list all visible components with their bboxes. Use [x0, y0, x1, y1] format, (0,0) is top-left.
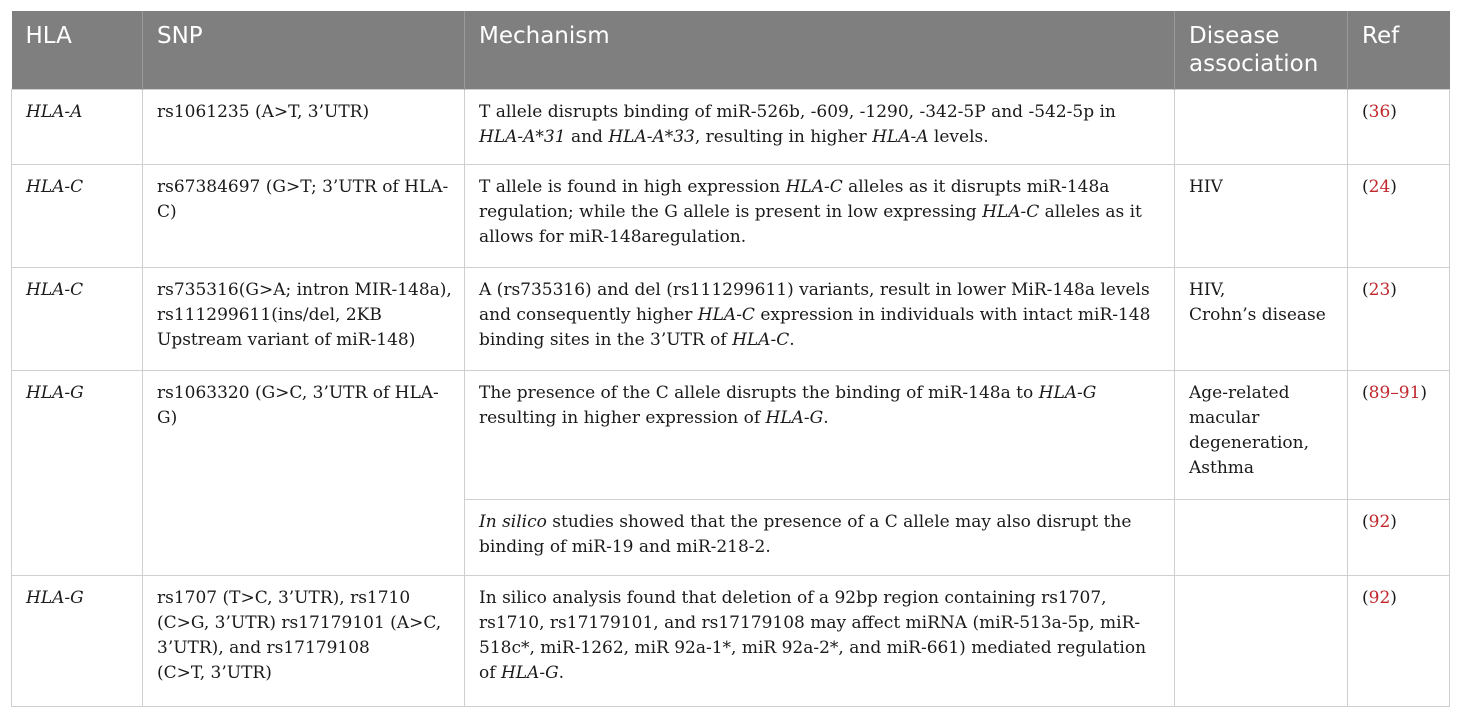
- snp-cell: rs1063320 (G>C, 3’UTR of HLA-G): [143, 371, 465, 576]
- gene-name: HLA-G: [500, 663, 559, 683]
- ref-link[interactable]: 92: [1368, 512, 1391, 532]
- hla-cell: HLA-C: [12, 268, 143, 371]
- ref-paren: (: [1362, 588, 1369, 608]
- ref-paren: ): [1390, 280, 1397, 300]
- disease-cell: Age-related macular degeneration, Asthma: [1175, 371, 1348, 500]
- gene-name: HLA-C: [732, 330, 790, 350]
- snp-text: rs735316(G>A; intron MIR-148a),: [157, 280, 452, 300]
- header-row: [12, 11, 1450, 90]
- hla-cell: HLA-G: [12, 371, 143, 576]
- table-row: [12, 165, 1450, 268]
- disease-cell: HIV: [1175, 165, 1348, 268]
- snp-text: rs111299611(ins/del, 2KB Upstream variant of miR-148): [157, 305, 416, 350]
- hla-cell: HLA-G: [12, 576, 143, 707]
- mechanism-text: alleles as it disrupts miR-148a regulation; while the G allele is present in low expressing: [479, 177, 1110, 222]
- table-header: [12, 11, 1450, 90]
- gene-name: HLA-A: [872, 127, 929, 147]
- disease-text: HIV,: [1189, 280, 1226, 300]
- ref-paren: (: [1362, 383, 1369, 403]
- ref-link[interactable]: 24: [1368, 177, 1391, 197]
- snp-cell: rs67384697 (G>T; 3’UTR of HLA-C): [143, 165, 465, 268]
- mechanism-text: expression in individuals with intact miR-148 binding sites in the 3’UTR of: [479, 305, 1151, 350]
- ref-link[interactable]: 36: [1368, 102, 1391, 122]
- snp-text: rs1707 (T>C, 3’UTR), rs1710 (C>G, 3’UTR) rs17179101 (A>C, 3’UTR), and rs17179108: [157, 588, 442, 658]
- hla-cell: HLA-C: [12, 165, 143, 268]
- ref-paren: (: [1362, 280, 1369, 300]
- ref-cell: [1348, 90, 1450, 165]
- ref-cell: [1348, 500, 1450, 576]
- ref-cell: [1348, 371, 1450, 500]
- gene-name: HLA-G: [765, 408, 824, 428]
- ref-cell: [1348, 576, 1450, 707]
- header-snp: SNP: [143, 11, 465, 90]
- mechanism-text: studies showed that the presence of a C allele may also disrupt the binding of miR-19 and miR-218-2.: [479, 512, 1132, 557]
- gene-name: HLA-C: [785, 177, 843, 197]
- header-mechanism: Mechanism: [465, 11, 1175, 90]
- ref-cell: [1348, 165, 1450, 268]
- table-row: [12, 371, 1450, 500]
- mechanism-text: and: [565, 127, 609, 147]
- ref-link[interactable]: 92: [1368, 588, 1391, 608]
- table-row: [12, 576, 1450, 707]
- mechanism-text: In silico analysis found that deletion of a 92bp region containing rs1707, rs1710, rs17179101, and rs17179108 may affect miRNA (miR-513a-5p, miR-518c*, miR-1262, miR 92a-1*, miR 92a-2*, and miR-661) mediated regulation of: [479, 588, 1147, 683]
- disease-cell: [1175, 90, 1348, 165]
- gene-name: HLA-A*31: [479, 127, 566, 147]
- mechanism-text: .: [823, 408, 829, 428]
- header-disease-line1: Disease: [1189, 23, 1280, 49]
- table-row: [12, 268, 1450, 371]
- mechanism-cell: [465, 371, 1175, 500]
- mechanism-text: .: [558, 663, 565, 683]
- ref-paren: (: [1362, 177, 1369, 197]
- snp-cell: rs1061235 (A>T, 3’UTR): [143, 90, 465, 165]
- mechanism-text: The presence of the C allele disrupts the binding of miR-148a to: [479, 383, 1039, 403]
- ref-paren: ): [1390, 512, 1397, 532]
- snp-cell: [143, 268, 465, 371]
- mechanism-cell: [465, 90, 1175, 165]
- hla-snp-table: [11, 11, 1450, 707]
- ref-paren: ): [1420, 383, 1428, 403]
- ref-paren: ): [1390, 588, 1397, 608]
- mechanism-cell: [465, 165, 1175, 268]
- table-row: [12, 90, 1450, 165]
- ref-cell: [1348, 268, 1450, 371]
- disease-cell: [1175, 576, 1348, 707]
- table-body: [12, 90, 1450, 707]
- ref-paren: (: [1362, 102, 1369, 122]
- header-ref: Ref: [1348, 11, 1450, 90]
- gene-name: HLA-A*33: [608, 127, 695, 147]
- disease-cell: [1175, 268, 1348, 371]
- header-hla: HLA: [12, 11, 143, 90]
- mechanism-cell: [465, 500, 1175, 576]
- mechanism-text: alleles as it allows for miR-148aregulation.: [479, 202, 1142, 247]
- mechanism-text: T allele is found in high expression: [479, 177, 786, 197]
- mechanism-text: resulting in higher expression of: [479, 408, 766, 428]
- snp-cell: [143, 576, 465, 707]
- snp-text: (C>T, 3’UTR): [157, 663, 272, 683]
- gene-name: HLA-C: [697, 305, 755, 325]
- gene-name: HLA-G: [1038, 383, 1097, 403]
- header-disease-line2: association: [1189, 51, 1319, 77]
- mechanism-text: .: [789, 330, 795, 350]
- ref-link[interactable]: 89–91: [1368, 383, 1421, 403]
- mechanism-text: , resulting in higher: [694, 127, 873, 147]
- disease-text: Crohn’s disease: [1189, 305, 1326, 325]
- ref-link[interactable]: 23: [1368, 280, 1391, 300]
- mechanism-cell: [465, 268, 1175, 371]
- mechanism-text: T allele disrupts binding of miR-526b, -609, -1290, -342-5P and -542-5p in: [479, 102, 1116, 122]
- header-disease-association: [1175, 11, 1348, 90]
- hla-cell: HLA-A: [12, 90, 143, 165]
- disease-cell: [1175, 500, 1348, 576]
- ref-paren: (: [1362, 512, 1369, 532]
- gene-name: HLA-C: [982, 202, 1040, 222]
- mechanism-text: levels.: [928, 127, 989, 147]
- ref-paren: ): [1390, 177, 1397, 197]
- mechanism-cell: [465, 576, 1175, 707]
- mechanism-text: A (rs735316) and del (rs111299611) variants, result in lower MiR-148a levels and consequently higher: [479, 280, 1150, 325]
- ref-paren: ): [1390, 102, 1397, 122]
- mechanism-italic: In silico: [479, 512, 547, 532]
